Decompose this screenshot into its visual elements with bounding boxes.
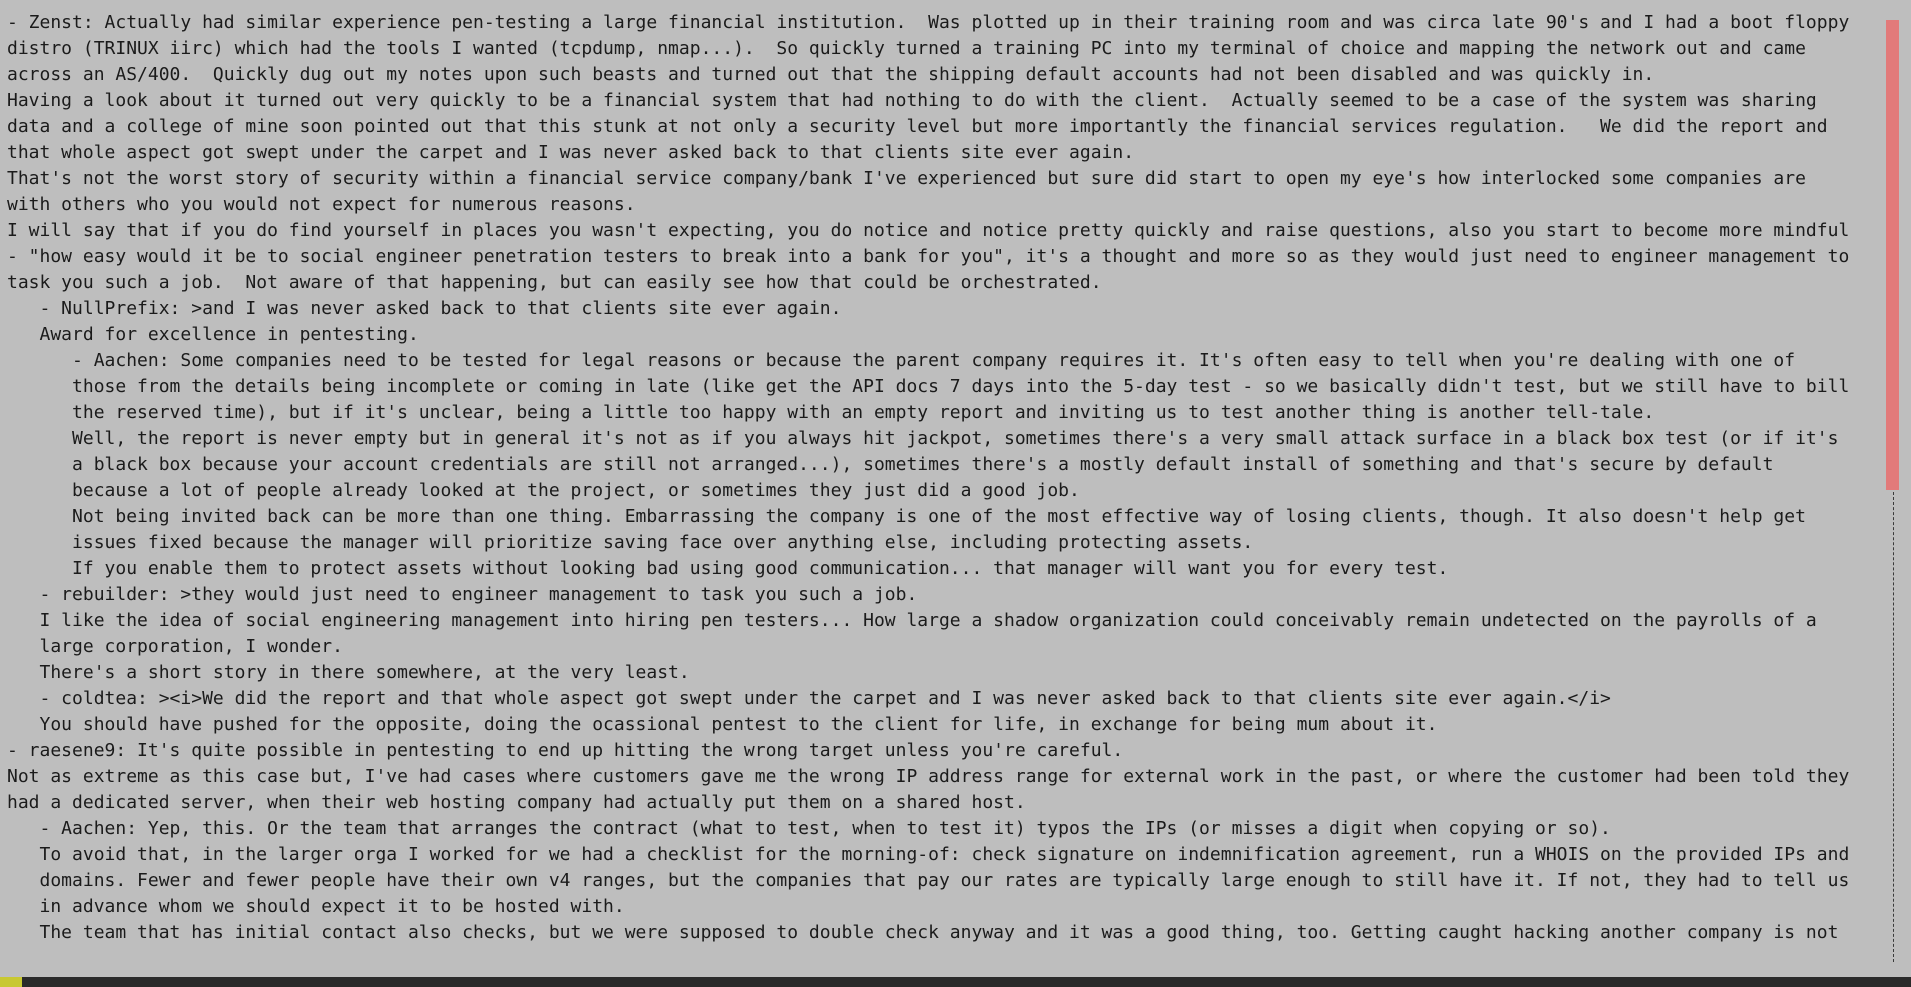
terminal-line: Not as extreme as this case but, I've had cases where customers gave me the wrong IP address range for external work in the past, or where the customer had been told they — [7, 766, 1850, 787]
terminal-line: a black box because your account credentials are still not arranged...), sometimes there's a mostly default install of something and that's secure by default — [7, 454, 1774, 475]
status-bar — [0, 977, 1911, 987]
terminal-line: in advance whom we should expect it to be hosted with. — [7, 896, 625, 917]
terminal-line: The team that has initial contact also checks, but we were supposed to double check anyway and it was a good thing, too. Getting caught hacking another company is not — [7, 922, 1839, 943]
terminal-line: because a lot of people already looked at the project, or sometimes they just did a good job. — [7, 480, 1080, 501]
terminal-line: If you enable them to protect assets without looking bad using good communication... that manager will want you for every test. — [7, 558, 1449, 579]
terminal-line: I will say that if you do find yourself in places you wasn't expecting, you do notice and notice pretty quickly and raise questions, also you start to become more mindful — [7, 220, 1850, 241]
terminal-line: - Aachen: Yep, this. Or the team that arranges the contract (what to test, when to test it) typos the IPs (or misses a digit when copying or so). — [7, 818, 1611, 839]
scrollbar-thumb[interactable] — [1886, 20, 1899, 490]
terminal-line: Award for excellence in pentesting. — [7, 324, 419, 345]
terminal-line: task you such a job. Not aware of that happening, but can easily see how that could be orchestrated. — [7, 272, 1102, 293]
terminal-line: Having a look about it turned out very quickly to be a financial system that had nothing to do with the client. Actually seemed to be a case of the system was sharing — [7, 90, 1817, 111]
terminal-line: the reserved time), but if it's unclear, being a little too happy with an empty report and inviting us to test another thing is another tell-tale. — [7, 402, 1655, 423]
terminal-line: To avoid that, in the larger orga I worked for we had a checklist for the morning-of: check signature on indemnification agreement, run a WHOIS on the provided IPs and — [7, 844, 1850, 865]
terminal-line: large corporation, I wonder. — [7, 636, 343, 657]
terminal-line: You should have pushed for the opposite, doing the ocassional pentest to the client for life, in exchange for being mum about it. — [7, 714, 1438, 735]
terminal-line: Well, the report is never empty but in general it's not as if you always hit jackpot, sometimes there's a very small attack surface in a black box test (or if it's — [7, 428, 1839, 449]
terminal-text-area — [7, 10, 1887, 946]
terminal-line: distro (TRINUX iirc) which had the tools I wanted (tcpdump, nmap...). So quickly turned a training PC into my terminal of choice and mapping the network out and came — [7, 38, 1806, 59]
terminal-line: - Aachen: Some companies need to be tested for legal reasons or because the parent company requires it. It's often easy to tell when you're dealing with one of — [7, 350, 1796, 371]
terminal-line: - "how easy would it be to social engineer penetration testers to break into a bank for you", it's a thought and more so as they would just need to engineer management to — [7, 246, 1850, 267]
terminal-line: across an AS/400. Quickly dug out my notes upon such beasts and turned out that the shipping default accounts had not been disabled and was quickly in. — [7, 64, 1655, 85]
terminal-line: There's a short story in there somewhere, at the very least. — [7, 662, 690, 683]
terminal-line: had a dedicated server, when their web hosting company had actually put them on a shared host. — [7, 792, 1026, 813]
terminal-line: I like the idea of social engineering management into hiring pen testers... How large a shadow organization could conceivably remain undetected on the payrolls of a — [7, 610, 1817, 631]
terminal-line: That's not the worst story of security within a financial service company/bank I've experienced but sure did start to open my eye's how interlocked some companies are — [7, 168, 1806, 189]
terminal-line: - raesene9: It's quite possible in pentesting to end up hitting the wrong target unless you're careful. — [7, 740, 1124, 761]
terminal-line: with others who you would not expect for numerous reasons. — [7, 194, 636, 215]
status-mode-indicator — [0, 977, 22, 987]
terminal-line: - Zenst: Actually had similar experience pen-testing a large financial institution. Was plotted up in their training room and was circa late 90's and I had a boot floppy — [7, 12, 1850, 33]
terminal-line: data and a college of mine soon pointed out that this stunk at not only a security level but more importantly the financial services regulation. We did the report and — [7, 116, 1828, 137]
scrollbar-track[interactable] — [1893, 492, 1895, 962]
terminal-line: - coldtea: ><i>We did the report and that whole aspect got swept under the carpet and I was never asked back to that clients site ever again.</i> — [7, 688, 1611, 709]
terminal-line: - NullPrefix: >and I was never asked back to that clients site ever again. — [7, 298, 842, 319]
terminal-line: those from the details being incomplete or coming in late (like get the API docs 7 days into the 5-day test - so we basically didn't test, but we still have to bill — [7, 376, 1850, 397]
terminal-line: issues fixed because the manager will prioritize saving face over anything else, including protecting assets. — [7, 532, 1254, 553]
terminal-line: - rebuilder: >they would just need to engineer management to task you such a job. — [7, 584, 918, 605]
terminal-line: Not being invited back can be more than one thing. Embarrassing the company is one of the most effective way of losing clients, though. It also doesn't help get — [7, 506, 1806, 527]
terminal-line: that whole aspect got swept under the carpet and I was never asked back to that clients site ever again. — [7, 142, 1135, 163]
terminal-line: domains. Fewer and fewer people have their own v4 ranges, but the companies that pay our rates are typically large enough to still have it. If not, they had to tell us — [7, 870, 1850, 891]
